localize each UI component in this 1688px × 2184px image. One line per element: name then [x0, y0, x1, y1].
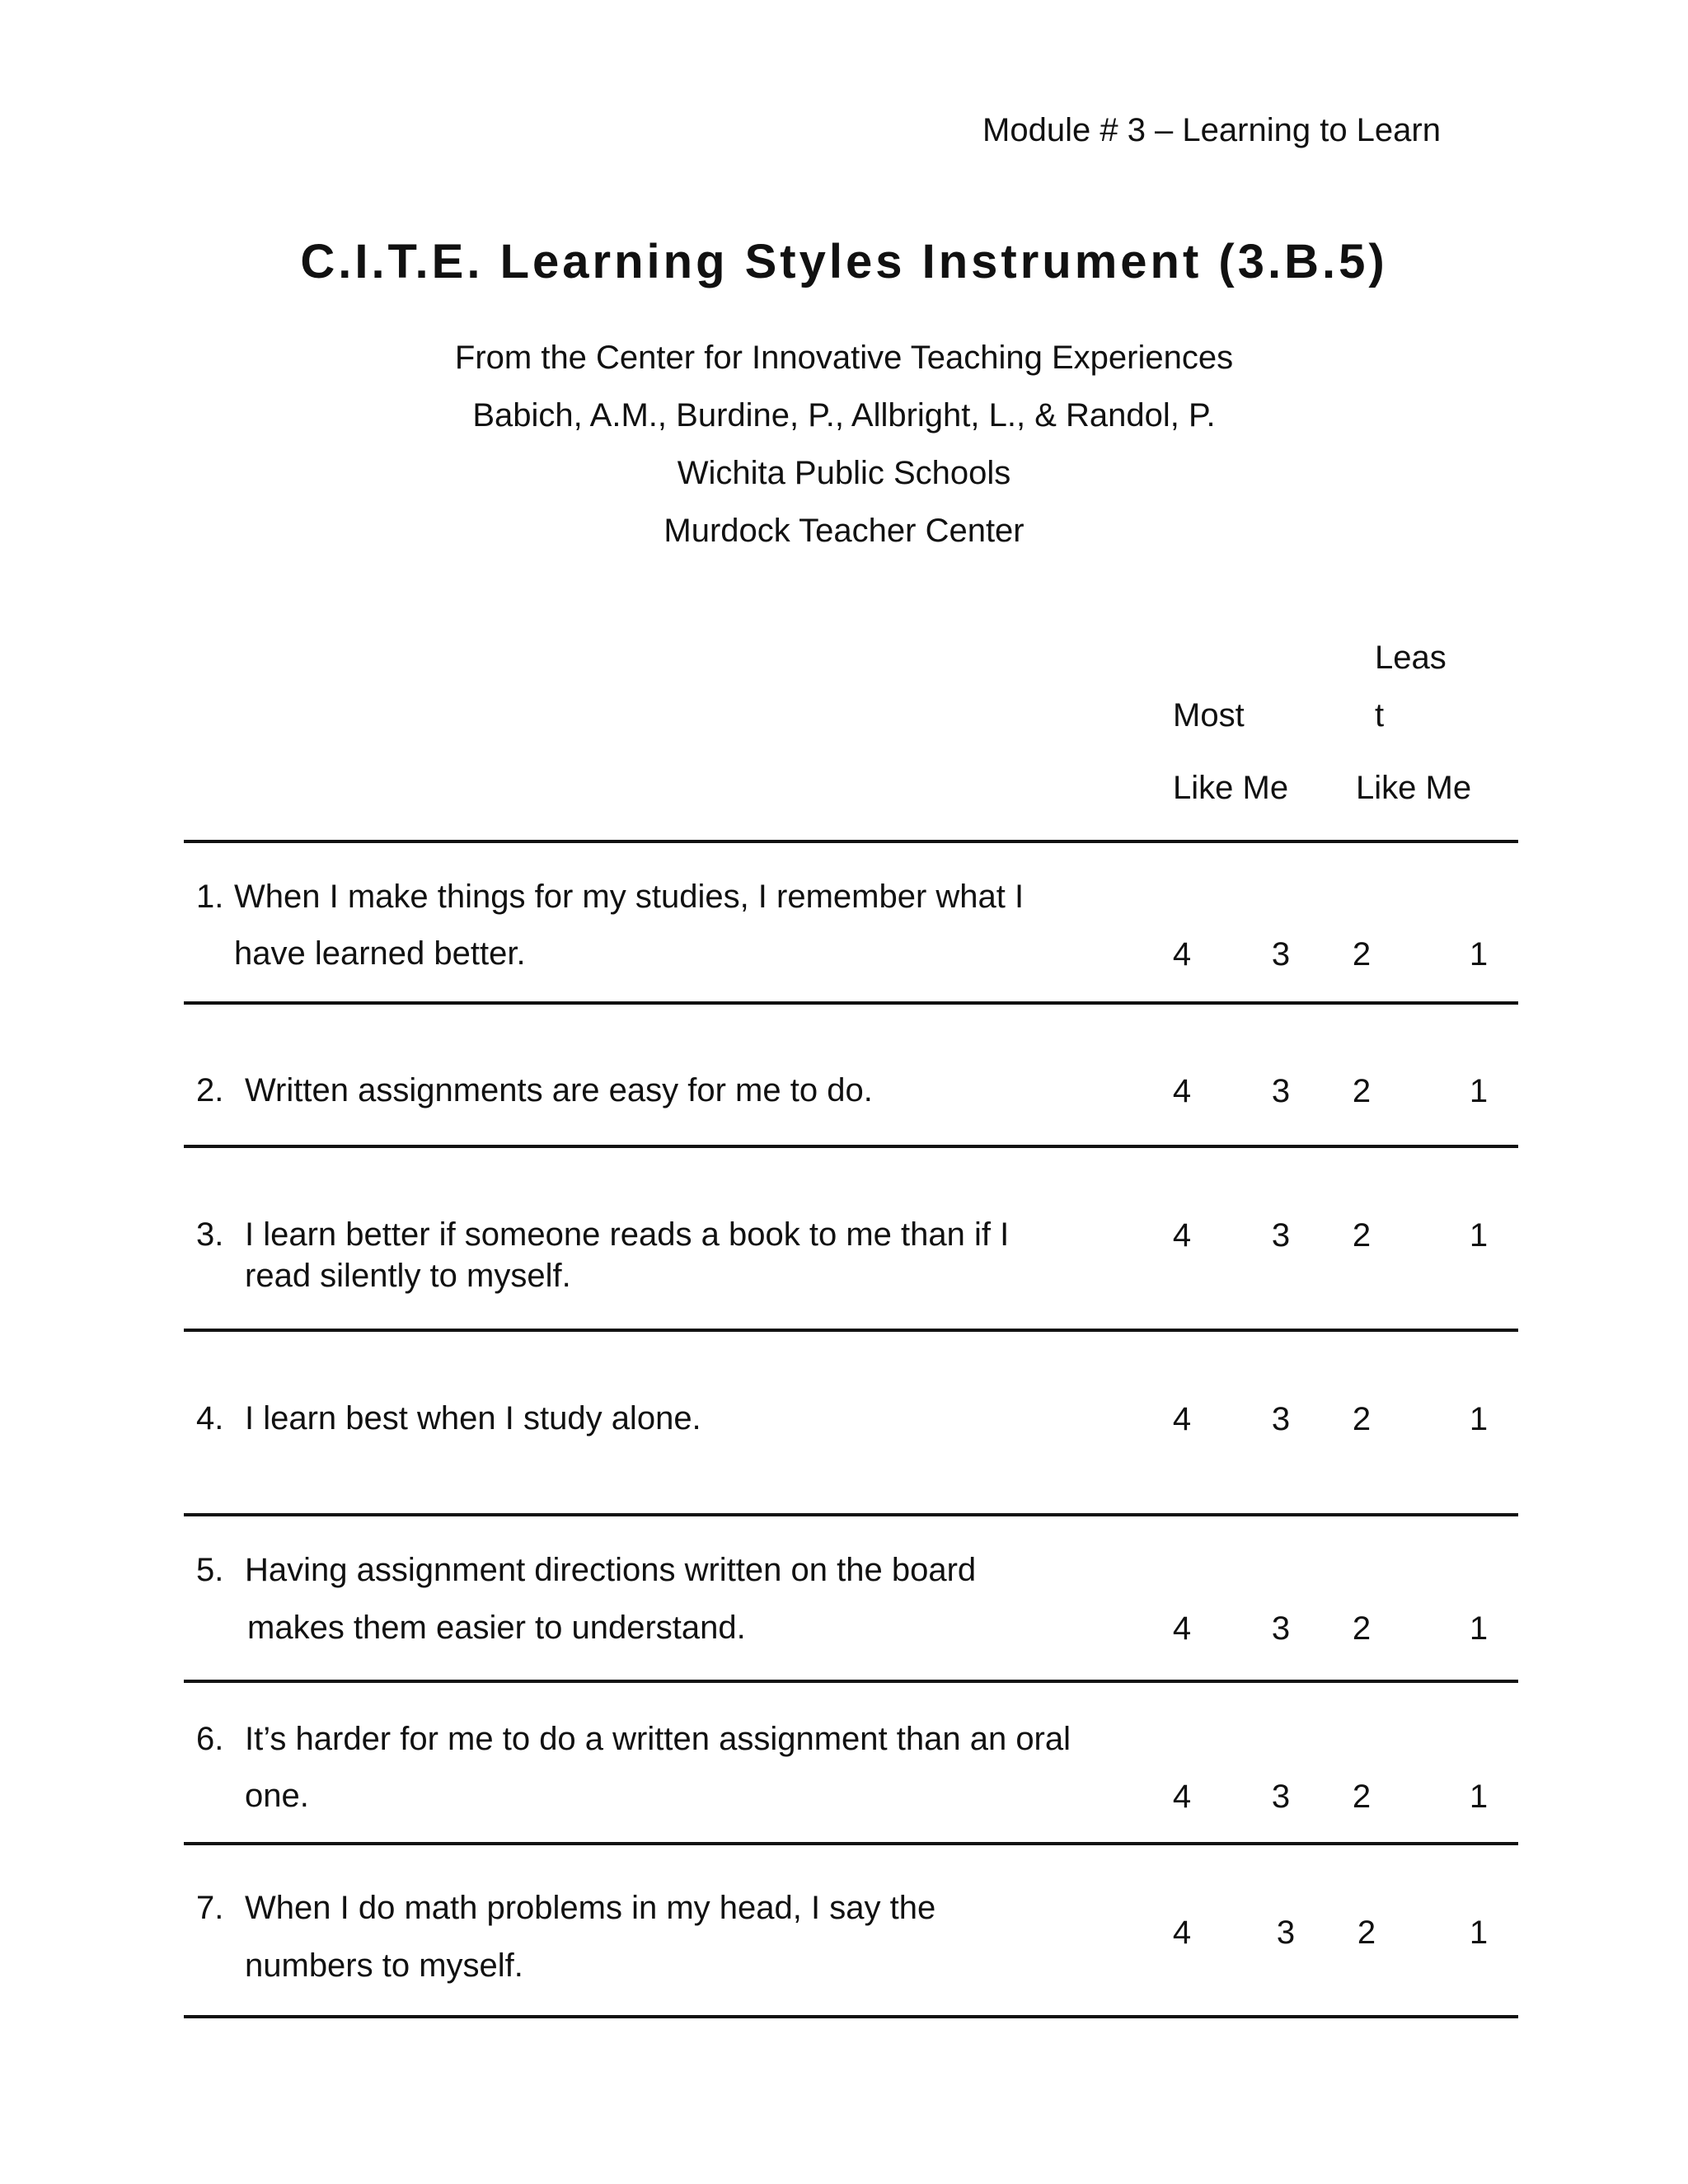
scale-least-sublabel: Like Me [1356, 770, 1472, 806]
rating-option-1[interactable]: 1 [1469, 1779, 1489, 1815]
divider [184, 1842, 1518, 1845]
item-text: Written assignments are easy for me to do. [245, 1072, 873, 1108]
item-number: 7. [196, 1890, 224, 1926]
rating-option-3[interactable]: 3 [1271, 936, 1291, 972]
rating-option-1[interactable]: 1 [1469, 1915, 1489, 1951]
rating-option-3[interactable]: 3 [1276, 1915, 1296, 1951]
rating-option-1[interactable]: 1 [1469, 1217, 1489, 1254]
item-number: 6. [196, 1721, 224, 1757]
item-text: When I make things for my studies, I remember what I [234, 879, 1025, 915]
credit-line: Babich, A.M., Burdine, P., Allbright, L., & Randol, P. [472, 397, 1216, 434]
item-text: read silently to myself. [245, 1258, 571, 1294]
rating-option-4[interactable]: 4 [1172, 1779, 1192, 1815]
page-title: C.I.T.E. Learning Styles Instrument (3.B.5) [300, 235, 1388, 288]
item-text: have learned better. [234, 935, 526, 972]
rating-option-3[interactable]: 3 [1271, 1217, 1291, 1254]
rating-option-3[interactable]: 3 [1271, 1401, 1291, 1437]
module-label: Module # 3 – Learning to Learn [982, 112, 1441, 148]
scale-most-sublabel: Like Me [1173, 770, 1289, 806]
item-text: Having assignment directions written on the board [245, 1552, 977, 1588]
rating-option-4[interactable]: 4 [1172, 936, 1192, 972]
rating-option-1[interactable]: 1 [1469, 936, 1489, 972]
rating-option-4[interactable]: 4 [1172, 1217, 1192, 1254]
item-text: I learn best when I study alone. [245, 1400, 701, 1436]
item-text: one. [245, 1778, 309, 1814]
rating-option-4[interactable]: 4 [1172, 1610, 1192, 1647]
divider [184, 1329, 1518, 1332]
credit-line: Wichita Public Schools [677, 455, 1011, 491]
scale-least-label: Leas [1375, 640, 1447, 676]
rating-option-1[interactable]: 1 [1469, 1401, 1489, 1437]
rating-option-4[interactable]: 4 [1172, 1401, 1192, 1437]
rating-option-2[interactable]: 2 [1352, 1610, 1372, 1647]
rating-option-3[interactable]: 3 [1271, 1610, 1291, 1647]
scale-most-label: Most [1173, 697, 1245, 733]
rating-option-4[interactable]: 4 [1172, 1073, 1192, 1109]
rating-option-2[interactable]: 2 [1352, 1217, 1372, 1254]
item-number: 3. [196, 1216, 224, 1253]
divider [184, 2015, 1518, 2018]
item-number: 2. [196, 1072, 224, 1108]
rating-option-2[interactable]: 2 [1352, 1073, 1372, 1109]
rating-option-1[interactable]: 1 [1469, 1610, 1489, 1647]
credit-line: Murdock Teacher Center [663, 513, 1025, 549]
divider [184, 1680, 1518, 1683]
divider [184, 1145, 1518, 1148]
rating-option-4[interactable]: 4 [1172, 1915, 1192, 1951]
item-text: numbers to myself. [245, 1947, 523, 1984]
credit-line: From the Center for Innovative Teaching Experiences [454, 340, 1234, 376]
item-number: 5. [196, 1552, 224, 1588]
item-number: 4. [196, 1400, 224, 1436]
divider [184, 1001, 1518, 1005]
divider [184, 840, 1518, 843]
rating-option-2[interactable]: 2 [1352, 936, 1372, 972]
item-number: 1. [196, 879, 224, 915]
rating-option-1[interactable]: 1 [1469, 1073, 1489, 1109]
rating-option-2[interactable]: 2 [1352, 1779, 1372, 1815]
rating-option-3[interactable]: 3 [1271, 1073, 1291, 1109]
rating-option-2[interactable]: 2 [1352, 1401, 1372, 1437]
item-text: makes them easier to understand. [247, 1610, 746, 1646]
scale-least-label-wrap: t [1375, 697, 1385, 733]
rating-option-3[interactable]: 3 [1271, 1779, 1291, 1815]
item-text: When I do math problems in my head, I say the [245, 1890, 936, 1926]
item-text: I learn better if someone reads a book to me than if I [245, 1216, 1010, 1253]
rating-option-2[interactable]: 2 [1357, 1915, 1376, 1951]
item-text: It’s harder for me to do a written assignment than an oral [245, 1721, 1071, 1757]
divider [184, 1513, 1518, 1516]
